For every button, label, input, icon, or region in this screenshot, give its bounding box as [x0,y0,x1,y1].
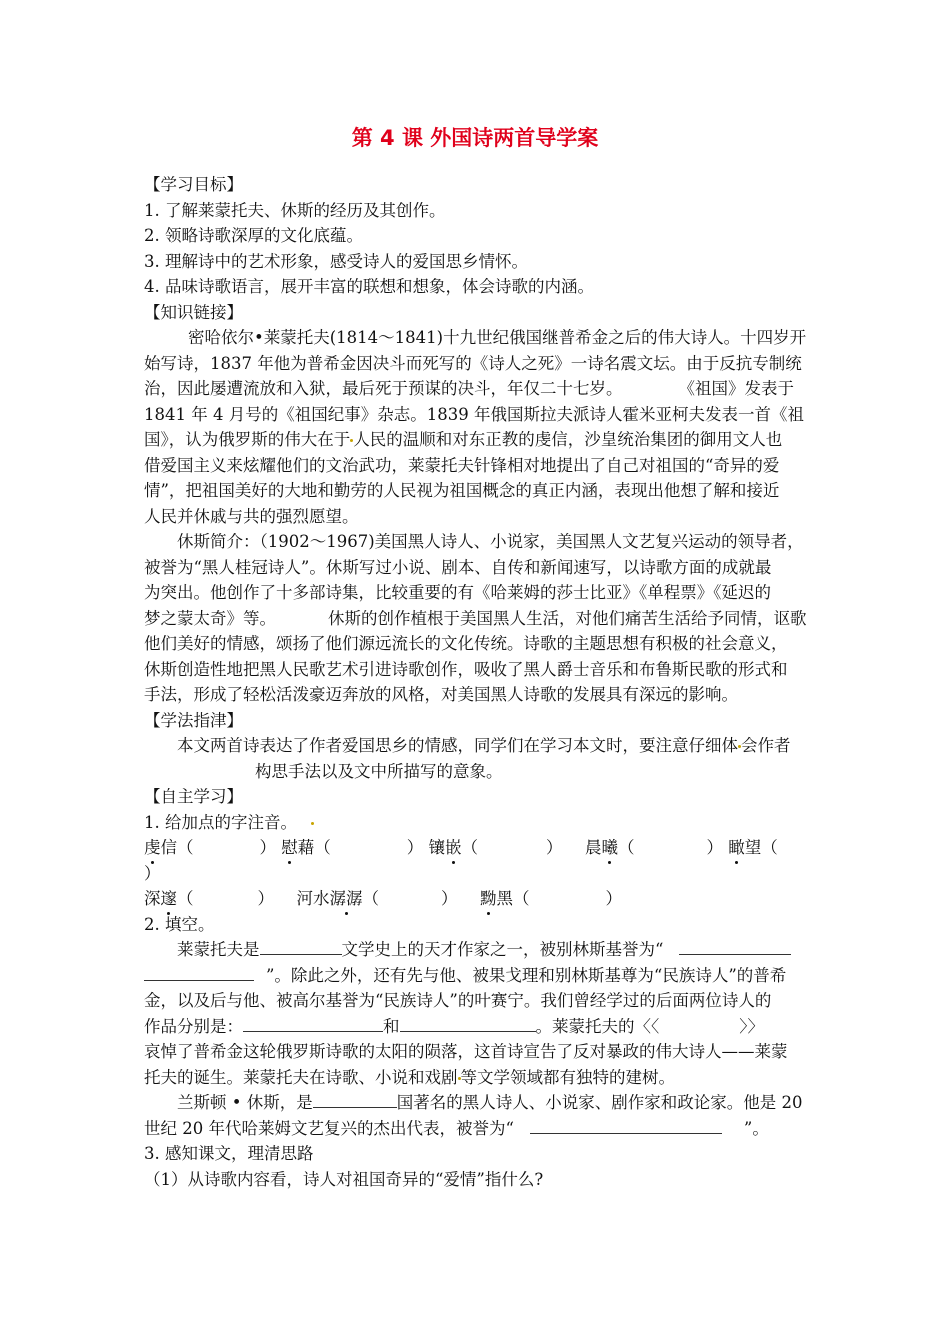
pinyin-word [144,838,276,857]
question-heading [144,912,808,938]
fill-text: 托夫的诞生。莱蒙托夫在诗歌、小说和戏剧 [144,1067,458,1087]
fill-text: ”。除此之外，还有先与他、被果戈理和别林斯基尊为“民族诗人”的普希 [266,965,787,985]
paragraph-line: 被誉为“黑人桂冠诗人”。休斯写过小说、剧本、自传和新闻速写，以诗歌方面的成就最 [144,557,772,577]
goal-item: 2. 领略诗歌深厚的文化底蕴。 [144,226,363,245]
pinyin-row [144,835,808,861]
fill-text: 文学史上的天才作家之一，被别林斯基誉为“ [341,940,664,959]
paragraph-line: 为突出。他创作了十多部诗集，比较重要的有《哈莱姆的莎士比亚》《单程票》《延迟的 [144,583,771,602]
pinyin-row [144,886,808,912]
fill-line [144,1065,808,1091]
paragraph-line: 构思手法以及文中所描写的意象。 [255,761,503,781]
blank-line[interactable] [243,1016,383,1032]
dotted-char: 瞰 [728,835,745,861]
paragraph-text: 治，因此屡遭流放和入狱，最后死于预谋的决斗，年仅二十七岁。 [144,379,623,398]
fill-text: 和 [383,1016,400,1036]
bracket: ） [259,838,276,857]
pinyin-word [281,838,423,857]
paragraph-line: 密哈依尔•莱蒙托夫(1814～1841)十九世纪俄国继普希金之后的伟大诗人。十四岁开 [188,328,807,347]
dotted-char: 慰 [281,835,298,861]
bracket: ） [546,838,563,857]
pinyin-word [429,838,563,857]
dotted-char: 黝 [480,886,497,912]
fill-line [144,963,808,989]
dotted-char: 曦 [602,835,619,861]
bracket: ） [406,838,424,857]
paragraph-line: 情”，把祖国美好的大地和勤劳的人民视为祖国概念的真正内涵，表现出他想了解和接近 [144,481,780,500]
paragraph-line: 他们美好的情感，颂扬了他们源远流长的文化传统。诗歌的主题思想有积极的社会意义， [144,634,788,653]
fill-line [144,1090,808,1116]
paragraph-line: 始写诗，1837 年他为普希金因决斗而死写的《诗人之死》一诗名震文坛。由于反抗专制统 [144,353,802,373]
question-heading [144,810,808,836]
section-heading-goals: 【学习目标】 [144,175,243,194]
word-text: 信（ [160,838,194,857]
fill-line: 金，以及后与他、被高尔基誉为“民族诗人”的叶赛宁。我们曾经学过的后面两位诗人的 [144,991,772,1010]
word-text: 河水 [296,889,330,908]
bracket: ） [144,863,161,883]
section-heading-knowledge: 【知识链接】 [144,302,243,322]
pinyin-word [144,889,274,908]
pinyin-word [297,889,458,908]
fill-text: 莱蒙托夫是 [177,940,260,959]
word-text: 深 [144,889,161,908]
fill-line [144,1014,808,1040]
document-body [144,172,808,1192]
blank-line[interactable] [530,1118,722,1134]
question-heading: 3. 感知课文，理清思路 [144,1144,314,1163]
paragraph-line [144,427,808,453]
paragraph-line [144,376,808,402]
question-text: 2. 填空。 [144,914,215,934]
word-text: 藉（ [297,838,331,857]
paragraph-line: 1841 年 4 月号的《祖国纪事》杂志。1839 年俄国斯拉夫派诗人霍米亚柯夫发表一首《祖 [144,404,804,424]
bracket: ） [706,838,723,857]
fill-text: 国著名的黑人诗人、小说家、剧作家和政论家。他是 20 [396,1093,803,1112]
word-text: （ [618,838,635,857]
fill-text: 世纪 20 年代哈莱姆文艺复兴的杰出代表，被誉为“ [144,1118,514,1138]
paragraph-text: 国》，认为俄罗斯的伟大在于 [144,430,351,449]
paragraph-text: 《祖国》发表于 [678,379,794,398]
blank-line[interactable] [260,939,342,955]
fill-line [144,937,808,963]
bracket: ） [257,889,274,908]
word-text: 黑（ [496,889,530,908]
goal-item: 4. 品味诗歌语言，展开丰富的联想和想象，体会诗歌的内涵。 [144,277,594,296]
fill-line: 哀悼了普希金这轮俄罗斯诗歌的太阳的陨落，这首诗宣告了反对暴政的伟大诗人——莱蒙 [144,1042,788,1061]
paragraph-text: 本文两首诗表达了作者爱国思乡的情感，同学们在学习本文时，要注意仔细体 [177,736,738,755]
paragraph-text: 会作者 [741,736,791,755]
paragraph-line: 休斯创造性地把黑人民歌艺术引进诗歌创作，吸收了黑人爵士音乐和布鲁斯民歌的形式和 [144,659,788,679]
bracket: ） [441,889,458,908]
bracket: ） [605,889,622,908]
paragraph-line: 休斯简介：（1902～1967)美国黑人诗人、小说家，美国黑人文艺复兴运动的领导者， [177,532,804,551]
fill-line [144,1116,808,1142]
paragraph-text: 人民的温顺和对东正教的虔信，沙皇统治集团的御用文人也 [353,430,783,449]
dotted-char: 嵌 [445,835,462,861]
fill-text: 。莱蒙托夫的〈〈 [535,1016,660,1036]
word-text: 镶 [428,838,445,857]
paragraph-text: 休斯的创作植根于美国黑人生活，对他们痛苦生活给予同情，讴歌 [328,608,807,628]
dotted-char: 潺潺 [330,886,363,912]
fill-text: 〉〉 [739,1016,764,1036]
goal-item: 1. 了解莱蒙托夫、休斯的经历及其创作。 [144,200,446,220]
word-text: 望（ [744,838,778,857]
blank-line[interactable] [679,939,791,955]
fill-text: 等文学领域都有独特的建树。 [460,1067,675,1087]
word-text: （ [362,889,379,908]
question-item: （1）从诗歌内容看，诗人对祖国奇异的“爱情”指什么? [144,1169,544,1189]
pinyin-word [480,889,622,908]
page-title: 第 4 课 外国诗两首导学案 [351,126,599,150]
blank-line[interactable] [144,965,254,981]
section-heading-self-study: 【自主学习】 [144,787,243,806]
section-heading-method: 【学法指津】 [144,710,243,730]
fill-text: ”。 [743,1118,769,1138]
paragraph-line: 手法，形成了轻松活泼豪迈奔放的风格，对美国黑人诗歌的发展具有深远的影响。 [144,685,738,704]
blank-line[interactable] [313,1092,397,1108]
paragraph-line [144,733,808,759]
paragraph-line: 借爱国主义来炫耀他们的文治武功，莱蒙托夫针锋相对地提出了自己对祖国的“奇异的爱 [144,455,780,475]
blank-line[interactable] [400,1016,536,1032]
pinyin-word [728,838,778,857]
fill-text: 作品分别是： [144,1016,243,1036]
fill-text: 兰斯顿 • 休斯，是 [177,1093,313,1112]
word-text: 晨 [585,838,602,857]
yellow-dot-mark [311,822,314,825]
word-text: （ [177,889,194,908]
paragraph-text: 梦之蒙太奇》等。 [144,608,276,628]
goal-item: 3. 理解诗中的艺术形象，感受诗人的爱国思乡情怀。 [144,251,528,271]
dotted-char: 虔 [144,835,161,861]
question-text: 1. 给加点的字注音。 [144,812,297,832]
paragraph-line: 人民并休戚与共的强烈愿望。 [144,506,359,526]
word-text: （ [461,838,478,857]
dotted-char: 邃 [161,886,178,912]
pinyin-row [144,861,808,887]
pinyin-word [585,838,723,857]
paragraph-line [144,606,808,632]
